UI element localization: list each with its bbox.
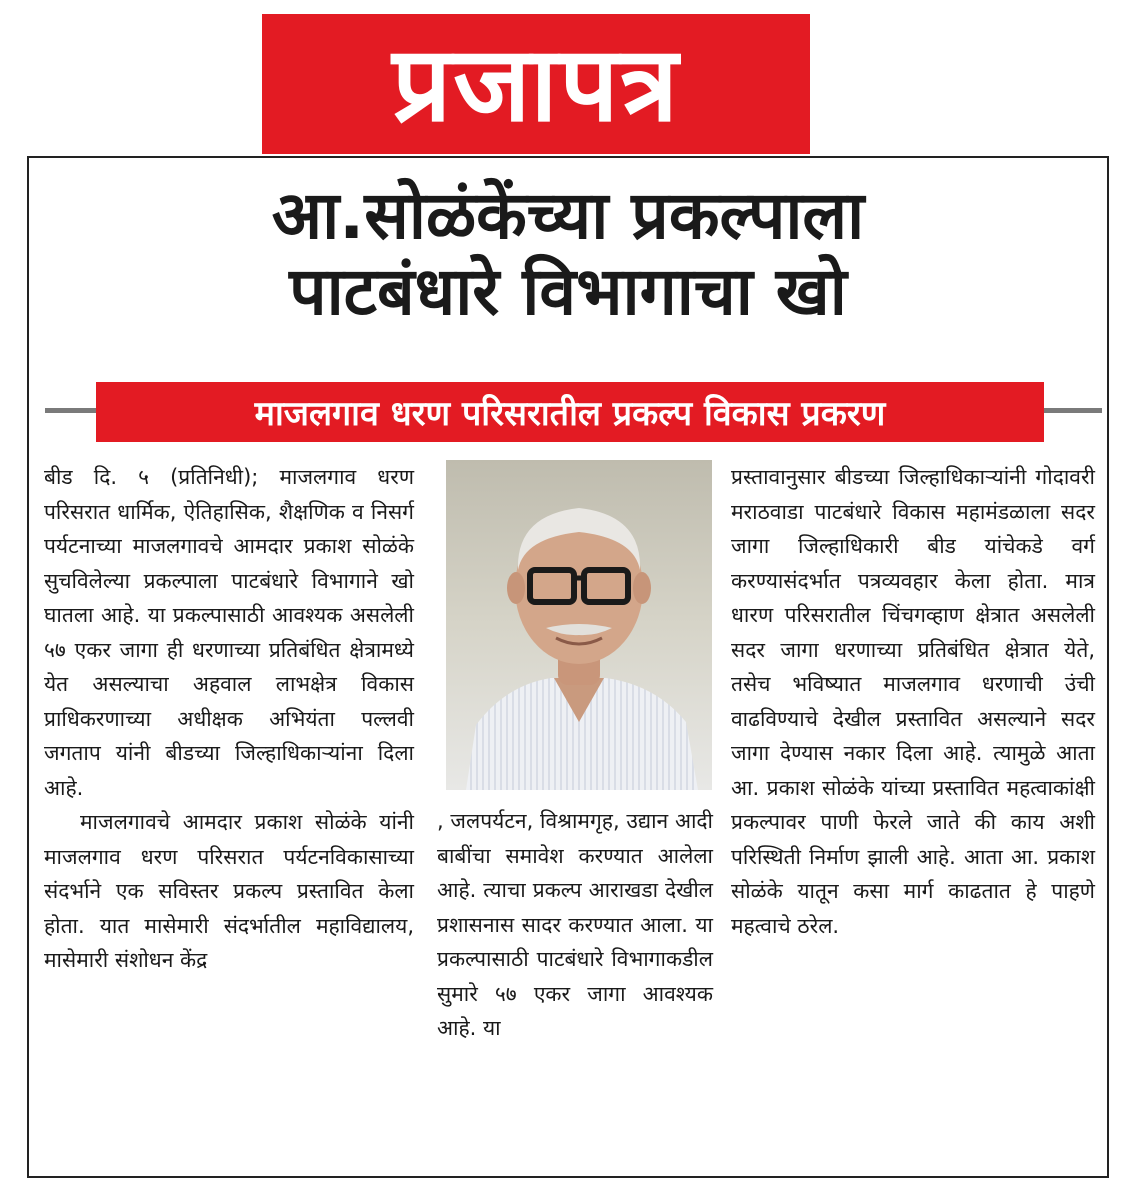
newspaper-masthead: प्रजापत्र (262, 14, 810, 154)
subhead-rule-right (1034, 408, 1102, 413)
column-3-paragraph-1: प्रस्तावानुसार बीडच्या जिल्हाधिकाऱ्यांनी गोदावरी मराठवाडा पाटबंधारे विकास महामंडळाला सदर जागा जिल्हाधिकारी बीड यांचेकडे वर्ग करण्यासंदर्भात पत्रव्यवहार केला होता. मात्र धारण परिसरातील चिंचगव्हाण क्षेत्रात असलेली सदर जागा धरणाच्या प्रतिबंधित क्षेत्रात येते, तसेच भविष्यात माजलगाव धरणाची उंची वाढविण्याचे देखील प्रस्तावित असल्याने सदर जागा देण्यास नकार दिला आहे. त्यामुळे आता आ. प्रकाश सोळंके यांच्या प्रस्तावित महत्वाकांक्षी प्रकल्पावर पाणी फेरले जाते की काय अशी परिस्थिती निर्माण झाली आहे. आता आ. प्रकाश सोळंके यातून कसा मार्ग काढतात हे पाहणे महत्वाचे ठरेल. (731, 465, 1095, 938)
portrait-photo (446, 460, 712, 790)
column-1-paragraph-2: माजलगावचे आमदार प्रकाश सोळंके यांनी माजलगाव धरण परिसरात पर्यटनविकासाच्या संदर्भाने एक सविस्तर प्रकल्प प्रस्तावित केला होता. यात मासेमारी संदर्भातील महाविद्यालय, मासेमारी संशोधन केंद्र (44, 810, 414, 972)
article-column-1 (44, 460, 414, 978)
column-2-paragraph-1: , जलपर्यटन, विश्रामगृह, उद्यान आदी बाबींचा समावेश करण्यात आलेला आहे. त्याचा प्रकल्प आराखडा देखील प्रशासनास सादर करण्यात आला. या प्रकल्पासाठी पाटबंधारे विभागाकडील सुमारे ५७ एकर जागा आवश्यक आहे. या (437, 809, 713, 1040)
article-column-2 (437, 804, 713, 1046)
column-1-paragraph-1: बीड दि. ५ (प्रतिनिधी); माजलगाव धरण परिसरात धार्मिक, ऐतिहासिक, शैक्षणिक व निसर्ग पर्यटनाच्या माजलगावचे आमदार प्रकाश सोळंके सुचविलेल्या प्रकल्पाला पाटबंधारे विभागाने खो घातला आहे. या प्रकल्पासाठी आवश्यक असलेली ५७ एकर जागा ही धरणाच्या प्रतिबंधित क्षेत्रामध्ये येत असल्याचा अहवाल लाभक्षेत्र विकास प्राधिकरणाच्या अधीक्षक अभियंता पल्लवी जगताप यांनी बीडच्या जिल्हाधिकाऱ्यांना दिला आहे. (44, 465, 414, 800)
article-column-3 (731, 460, 1095, 943)
portrait-illustration (446, 460, 712, 790)
article-subheadline: माजलगाव धरण परिसरातील प्रकल्प विकास प्रकरण (96, 382, 1044, 442)
headline-line-1: आ.सोळंकेंच्या प्रकल्पाला (271, 177, 865, 254)
headline-line-2: पाटबंधारे विभागाचा खो (289, 252, 847, 330)
article-headline (27, 178, 1109, 330)
